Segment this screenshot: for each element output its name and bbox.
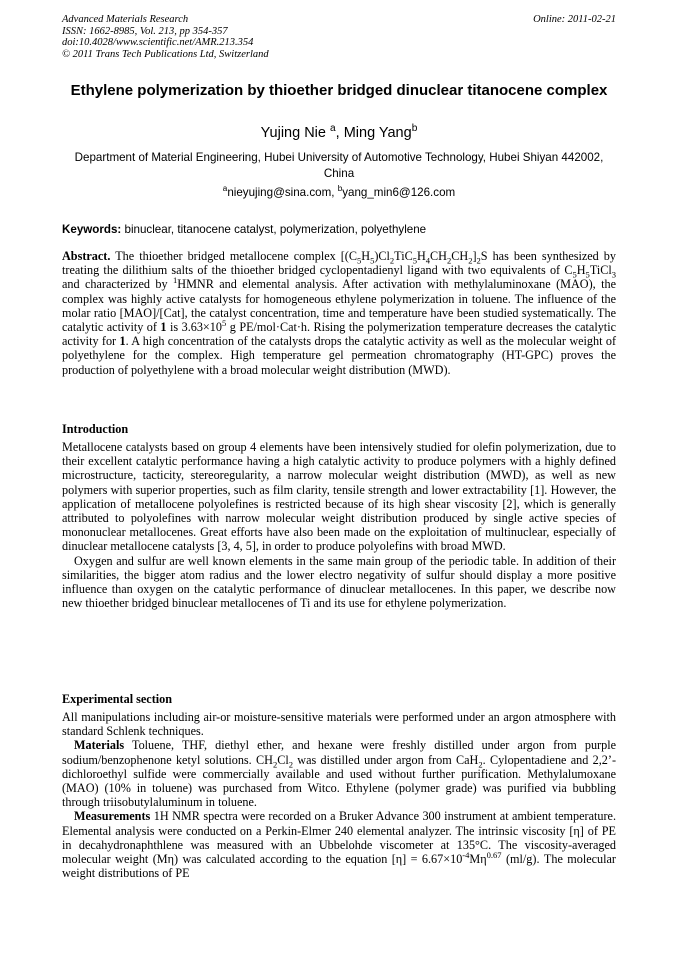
journal-name: Advanced Materials Research: [62, 14, 189, 25]
subscript: 2: [446, 255, 452, 266]
abstract-text: CH: [451, 249, 469, 263]
abstract-text: TiCl: [589, 263, 612, 278]
paragraph: All manipulations including air-or moisture-sensitive materials were performed under an argon atmosphere with standard Schlenk techniques.: [62, 710, 616, 739]
abstract-text: H: [361, 249, 371, 263]
abstract-text: TiC: [394, 249, 413, 263]
keywords: [62, 222, 616, 238]
subscript: 4: [425, 255, 431, 266]
subscript: 3: [611, 269, 616, 280]
subscript: 5: [572, 269, 577, 280]
subscript: 2: [476, 255, 481, 266]
paragraph-text: . Cylopentadiene and 2,2’-dichloroethyl sulfide were commercially available and used without further purification. Methylalumoxane (MAO) (10% in toluene) was purchased from Witco. Ethylene (polymer grade) was purified via bubbling through triisobutylaluminum in toluene.: [62, 752, 616, 810]
keywords-label: Keywords:: [62, 223, 122, 236]
paragraph: Oxygen and sulfur are well known elements in the same main group of the periodic table. In addition of their similarities, the bigger atom radius and the lower electro negativity of sulfur should display a more positive influence than oxygen on the catalytic performance of dinuclear metallocenes. In this paper, we describe now new thioether bridged binuclear metallocenes of Ti and its use for ethylene polymerization.: [62, 553, 616, 611]
experimental-body: [62, 710, 616, 880]
subscript: 5: [356, 255, 362, 266]
subscript: 2: [468, 255, 473, 266]
affiliation: Department of Material Engineering, Hubei University of Automotive Technology, Hubei Shiyan 442002, China: [74, 151, 604, 180]
paragraph-text: Mη: [469, 852, 487, 867]
subscript: 5: [585, 269, 590, 280]
subscript: 2: [478, 759, 483, 770]
superscript: -4: [462, 849, 470, 860]
email-address[interactable]: nieyujing@sina.com,: [227, 186, 335, 199]
paragraph-text: (ml/g). The molecular weight distributions of PE: [62, 852, 616, 881]
abstract-text: CH: [430, 249, 447, 263]
abstract-text: )Cl: [374, 249, 390, 263]
abstract-text: is 3.63×10: [166, 320, 222, 335]
abstract-text: H: [576, 263, 586, 278]
experimental-heading: Experimental section: [62, 692, 173, 706]
journal-header: [62, 14, 616, 60]
paragraph-text: Cl: [277, 752, 289, 767]
materials-label: Materials: [74, 738, 125, 753]
superscript: 1: [173, 275, 178, 286]
email-line: [62, 185, 616, 201]
subscript: 2: [272, 759, 278, 770]
author-name: Yujing Nie: [260, 125, 326, 141]
subscript: 5: [370, 255, 375, 266]
online-date: Online: 2011-02-21: [533, 14, 616, 25]
email-mark: a: [222, 184, 228, 194]
doi-line: doi:10.4028/www.scientific.net/AMR.213.354: [62, 37, 254, 48]
paragraph-text: Toluene, THF, diethyl ether, and hexane were freshly distilled under argon from purple sodium/benzophenone ketyl solutions. CH: [62, 738, 616, 767]
email-address[interactable]: yang_min6@126.com: [342, 186, 456, 199]
author-separator: ,: [335, 125, 340, 141]
superscript: 5: [222, 317, 227, 328]
author-line: [62, 124, 616, 142]
email-mark: b: [337, 184, 343, 194]
compound-number: 1: [119, 334, 126, 349]
abstract: [62, 249, 616, 377]
introduction-body: [62, 440, 616, 610]
subscript: 2: [389, 255, 395, 266]
paragraph-measurements: [62, 809, 616, 880]
abstract-text: ]: [472, 249, 477, 263]
compound-number: 1: [160, 320, 167, 335]
paragraph-text: was distilled under argon from CaH: [292, 752, 479, 767]
superscript: 0.67: [486, 849, 502, 860]
abstract-text: and characterized by: [62, 277, 174, 292]
abstract-text: . A high concentration of the catalysts drops the catalytic activity as well as the molecular weight of polyethylene for the complex. High temperature gel permeation chromatography (HT-GPC) proves the production of polyethylene with a broad molecular weight distribution (MWD).: [62, 334, 616, 377]
paper-title: Ethylene polymerization by thioether bridged dinuclear titanocene complex: [70, 82, 608, 99]
author-name: Ming Yang: [343, 125, 412, 141]
abstract-text: S has been synthesized by treating the dilithium salts of the thioether bridged cyclopentadienyl ligand with two equivalents of C: [62, 249, 616, 278]
abstract-text: g PE/mol·Cat·h. Rising the polymerization temperature decreases the catalytic activity for: [62, 320, 616, 349]
keywords-text: binuclear, titanocene catalyst, polymerization, polyethylene: [124, 223, 427, 236]
author-affil-mark: b: [411, 123, 418, 135]
author-affil-mark: a: [330, 123, 336, 135]
abstract-text: HMNR and elemental analysis. After activation with methylaluminoxane (MAO), the complex was highly active catalysts for homogeneous ethylene polymerization in toluene. The influence of the molar ratio [MAO]/[Cat], the catalyst concentration, time and temperature have been studied systematically. The catalytic activity of: [62, 277, 616, 335]
measurements-label: Measurements: [74, 809, 151, 824]
paragraph-materials: [62, 738, 616, 809]
copyright-line: © 2011 Trans Tech Publications Ltd, Switzerland: [62, 48, 269, 60]
issn-line: ISSN: 1662-8985, Vol. 213, pp 354-357: [62, 25, 228, 37]
paragraph-text: 1H NMR spectra were recorded on a Bruker Advance 300 instrument at ambient temperature. Elemental analysis were conducted on a Perkin-Elmer 240 elemental analyzer. The intrinsic viscosity [η] of PE in decahydronaphthlene was measured with an Ubbelohde viscometer at 135°C. The viscosity-averaged molecular weight (Mη) was calculated according to the equation [η] = 6.67×10: [62, 809, 616, 867]
abstract-text: H: [416, 249, 426, 263]
introduction-heading: Introduction: [62, 422, 129, 436]
abstract-label: Abstract.: [62, 249, 111, 263]
abstract-text: The thioether bridged metallocene complex [(C: [115, 249, 357, 263]
paragraph: Metallocene catalysts based on group 4 elements have been intensively studied for olefin polymerization, due to their excellent catalytic performance having a high catalytic activity to produce polymers with a highly defined microstructure, tacticity, stereoregularity, a narrow molecular weight distribution (MWD), as well as new polymers with superior properties, such as film clarity, tensile strength and lower extractability [1]. However, the application of metallocene polyolefines is restricted because of its high shear viscosity [2], which is generally attributed to polyolefines with narrow molecular weight distribution produced by single active species of mononuclear metallocenes. Great efforts have also been made on the exploitation of multinuclear, especially of dinuclear metallocene catalysts [3, 4, 5], in order to produce polyolefins with broad MWD.: [62, 440, 616, 554]
subscript: 5: [412, 255, 417, 266]
subscript: 2: [288, 759, 293, 770]
